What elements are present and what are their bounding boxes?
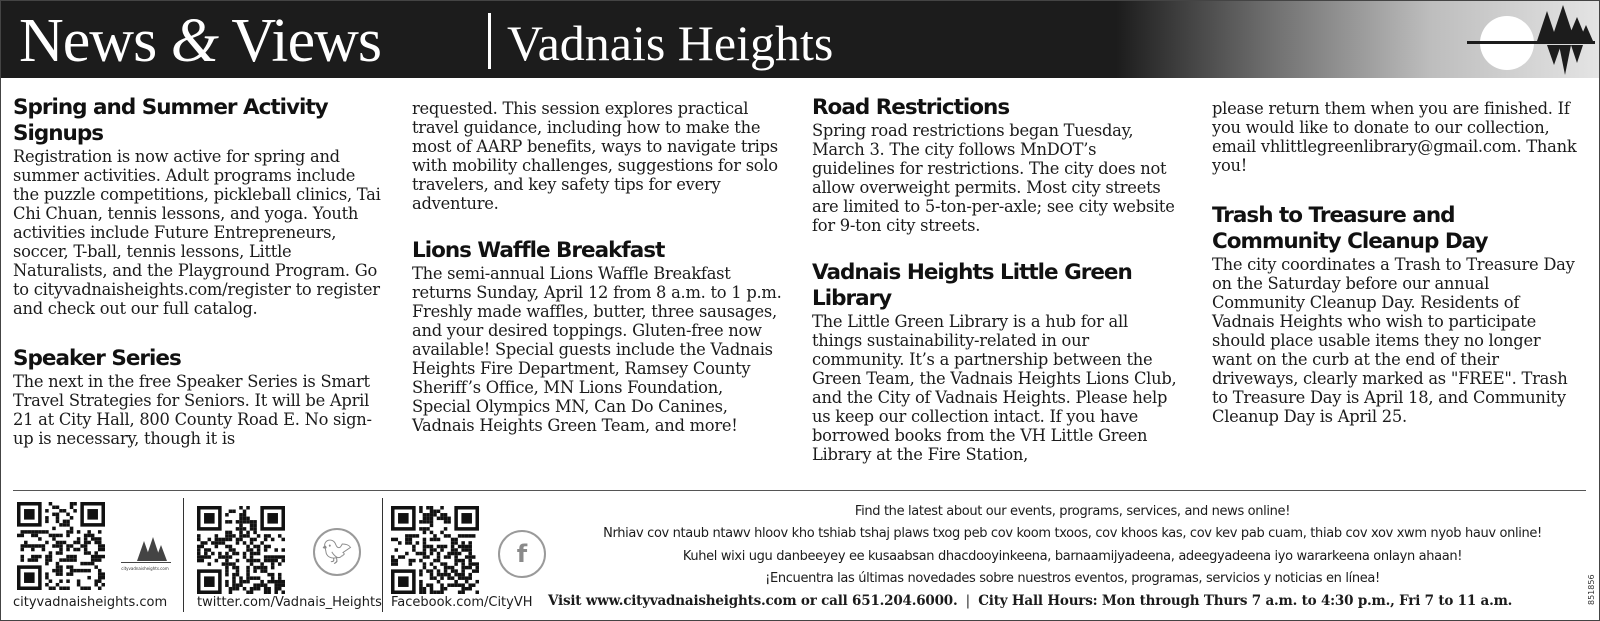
footer-divider (183, 498, 184, 612)
visit-info: Visit www.cityvadnaisheights.com or call 651.204.6000. (548, 593, 958, 609)
pine-trees-logo (1467, 3, 1595, 78)
twitter-qr-code[interactable] (197, 506, 285, 594)
ad-code: 851856 (1587, 574, 1596, 605)
footer-message-spanish: ¡Encuentra las últimas novedades sobre nuestros eventos, programas, servicios y noticias en línea! (765, 571, 1380, 586)
city-hall-hours: City Hall Hours: Mon through Thurs 7 a.m. to 4:30 p.m., Fri 7 to 11 a.m. (978, 593, 1513, 609)
body-road-restrictions: Spring road restrictions began Tuesday, March 3. The city follows MnDOT’s guidelines for restrictions. The city does not allow overweight permits. Most city streets are limited to 5-ton-per-axle; see city website for 9-ton city streets. (812, 121, 1175, 235)
website-url[interactable]: cityvadnaisheights.com (13, 595, 168, 610)
body-little-green-library-cont: please return them when you are finished. If you would like to donate to our collection, email vhlittlegreenlibrary@gmail.com. Thank you! (1212, 99, 1577, 175)
column-2 (412, 99, 782, 479)
city-logo-small (117, 535, 173, 577)
heading-speaker-series: Speaker Series (13, 346, 181, 371)
footer-message-somali: Kuhel wixi ugu danbeeyey ee kusaabsan dhacdooyinkeena, barnaamijyadeena, adeegyadeena iyo wararkeena onlayn ahaan! (682, 549, 1463, 564)
heading-road-restrictions: Road Restrictions (812, 95, 1010, 120)
ampersand: & (170, 7, 218, 75)
footer-divider (382, 498, 383, 612)
column-3 (812, 95, 1182, 475)
twitter-url[interactable]: twitter.com/Vadnais_Heights (197, 595, 382, 610)
footer-message-english: Find the latest about our events, programs, services, and news online! (854, 504, 1291, 519)
masthead (1, 1, 1599, 78)
body-activity-signups: Registration is now active for spring and summer activities. Adult programs include the puzzle competitions, pickleball clinics, Tai Chi Chuan, tennis lessons, and yoga. Youth activities include Future Entrepreneurs, soccer, T-ball, tennis lessons, Little Naturalists, and the Playground Program. Go to cityvadnaisheights.com/register to register and check out our full catalog. (13, 147, 381, 318)
masthead-title: News & Views (19, 7, 382, 75)
facebook-icon[interactable]: f (498, 530, 546, 578)
column-1 (13, 95, 383, 475)
column-4 (1212, 99, 1582, 479)
footer-message-hmong: Nrhiav cov ntaub ntawv hloov kho tshiab tshaj plaws txog peb cov koom txoos, cov khoos kas, cov kev pab cuam, thiab cov xov xwm nyob hauv online! (603, 526, 1542, 541)
twitter-icon[interactable]: 🐦︎ (313, 528, 361, 576)
body-little-green-library: The Little Green Library is a hub for all things sustainability-related in our community. It’s a partnership between the Green Team, the Vadnais Heights Lions Club, and the City of Vadnais Heights. Please help us keep our collection intact. If you have borrowed books from the VH Little Green Library at the Fire Station, (812, 312, 1177, 464)
contact-line: Visit www.cityvadnaisheights.com or call 651.204.6000. | City Hall Hours: Mon through Thurs 7 a.m. to 4:30 p.m., Fri 7 to 11 a.m. (548, 593, 1513, 609)
body-trash-to-treasure: The city coordinates a Trash to Treasure Day on the Saturday before our annual Community Cleanup Day. Residents of Vadnais Heights who wish to participate should place usable items they no longer want on the curb at the end of their driveways, clearly marked as "FREE". Trash to Treasure Day is April 18, and Community Cleanup Day is April 25. (1212, 255, 1575, 426)
body-speaker-series-cont: requested. This session explores practical travel guidance, including how to make the most of AARP benefits, ways to navigate trips with mobility challenges, suggestions for solo travelers, and key safety tips for every adventure. (412, 99, 778, 213)
heading-lions-waffle: Lions Waffle Breakfast (412, 238, 665, 263)
heading-trash-to-treasure: Trash to Treasure and Community Cleanup Day (1212, 203, 1488, 254)
website-qr-code[interactable] (17, 502, 105, 590)
masthead-divider (488, 13, 491, 69)
heading-little-green-library: Vadnais Heights Little Green Library (812, 260, 1132, 311)
heading-activity-signups: Spring and Summer Activity Signups (13, 95, 328, 146)
body-speaker-series: The next in the free Speaker Series is Smart Travel Strategies for Seniors. It will be April 21 at City Hall, 800 County Road E. No sign-up is necessary, though it is (13, 372, 372, 448)
footer-rule (13, 490, 1586, 491)
svg-text:cityvadnaisheights.com: cityvadnaisheights.com (121, 566, 169, 571)
facebook-url[interactable]: Facebook.com/CityVH (391, 595, 533, 610)
body-lions-waffle: The semi-annual Lions Waffle Breakfast returns Sunday, April 12 from 8 a.m. to 1 p.m. Freshly made waffles, butter, three sausages, and your desired toppings. Gluten-free now available! Special guests include the Vadnais Heights Fire Department, Ramsey County Sheriff’s Office, MN Lions Foundation, Special Olympics MN, Can Do Canines, Vadnais Heights Green Team, and more! (412, 264, 782, 435)
masthead-city: Vadnais Heights (507, 15, 834, 71)
facebook-qr-code[interactable] (391, 506, 479, 594)
